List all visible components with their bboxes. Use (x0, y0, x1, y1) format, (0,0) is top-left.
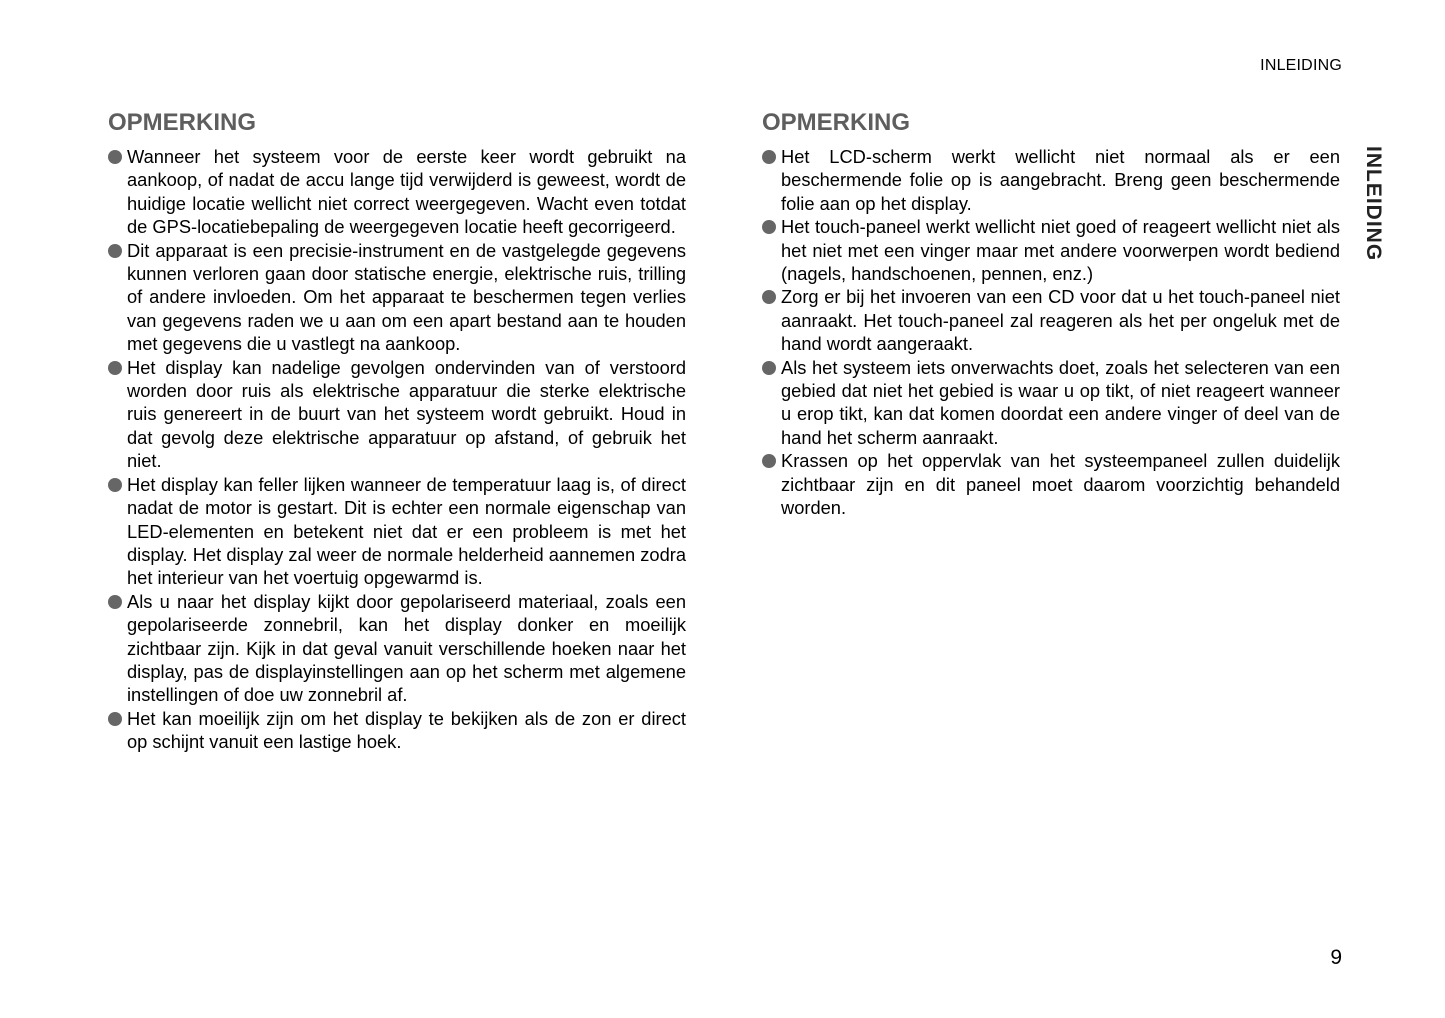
bullet-icon (108, 361, 122, 375)
page-number: 9 (1330, 946, 1342, 969)
bullet-icon (108, 712, 122, 726)
note-item (108, 707, 686, 754)
note-text: Wanneer het systeem voor de eerste keer wordt gebruikt na aankoop, of nadat de accu lange tijd verwijderd is geweest, wordt de huidige locatie wellicht niet correct weergegeven. Wacht even totdat de GPS-locatiebepaling de weergegeven locatie heeft gecorrigeerd. (127, 146, 686, 238)
note-item (762, 215, 1340, 285)
note-text: Krassen op het oppervlak van het systeempaneel zullen duidelijk zichtbaar zijn en dit paneel moet daarom voorzichtig behandeld worden. (781, 450, 1340, 519)
note-text: Dit apparaat is een precisie-instrument en de vastgelegde gegevens kunnen verloren gaan door statische energie, elektrische ruis, trilling of andere invloeden. Om het apparaat te beschermen tegen verlies van gegevens raden we u aan om een apart bestand aan te houden met gegevens die u vastlegt na aankoop. (127, 239, 686, 355)
right-column (762, 108, 1340, 520)
section-header-label: INLEIDING (1260, 57, 1342, 74)
bullet-icon (762, 220, 776, 234)
note-item (108, 473, 686, 590)
note-text: Het kan moeilijk zijn om het display te bekijken als de zon er direct op schijnt vanuit een lastige hoek. (127, 707, 686, 753)
bullet-icon (108, 595, 122, 609)
note-item (762, 449, 1340, 519)
bullet-icon (108, 244, 122, 258)
bullet-icon (762, 290, 776, 304)
bullet-icon (762, 361, 776, 375)
note-item (108, 590, 686, 707)
bullet-icon (762, 454, 776, 468)
note-item (762, 356, 1340, 450)
note-heading-left: OPMERKING (108, 109, 257, 136)
note-list-right (762, 145, 1340, 520)
note-item (762, 285, 1340, 355)
note-text: Het display kan nadelige gevolgen ondervinden van of verstoord worden door ruis als elektrische apparatuur die sterke elektrische ruis genereert in de buurt van het systeem wordt gebruikt. Houd in dat gevolg deze elektrische apparatuur op afstand, of gebruik het niet. (127, 356, 686, 472)
note-item (108, 239, 686, 356)
bullet-icon (762, 150, 776, 164)
note-list-left (108, 145, 686, 754)
note-item (108, 145, 686, 239)
note-text: Het display kan feller lijken wanneer de temperatuur laag is, of direct nadat de motor is gestart. Dit is echter een normale eigenschap van LED-elementen en betekent niet dat er een probleem is met het display. Het display zal weer de normale helderheid aannemen zodra het interieur van het voertuig opgewarmd is. (127, 473, 686, 589)
note-item (762, 145, 1340, 215)
left-column (108, 108, 686, 754)
note-text: Het LCD-scherm werkt wellicht niet normaal als er een beschermende folie op is aangebracht. Breng geen beschermende folie aan op het display. (781, 146, 1340, 214)
note-heading-right: OPMERKING (762, 109, 911, 136)
bullet-icon (108, 150, 122, 164)
section-side-tab: INLEIDING (1362, 146, 1385, 262)
note-text: Als het systeem iets onverwachts doet, zoals het selecteren van een gebied dat niet het gebied is waar u op tikt, of niet reageert wanneer u erop tikt, kan dat komen doordat een andere vinger of deel van de hand het scherm aanraakt. (781, 356, 1340, 448)
note-text: Het touch-paneel werkt wellicht niet goed of reageert wellicht niet als het niet met een vinger maar met andere voorwerpen wordt bediend (nagels, handschoenen, pennen, enz.) (781, 216, 1340, 285)
note-item (108, 356, 686, 473)
note-text: Zorg er bij het invoeren van een CD voor dat u het touch-paneel niet aanraakt. Het touch-paneel zal reageren als het per ongeluk met de hand wordt aangeraakt. (781, 286, 1340, 355)
bullet-icon (108, 478, 122, 492)
note-text: Als u naar het display kijkt door gepolariseerd materiaal, zoals een gepolariseerde zonnebril, kan het display donker en moeilijk zichtbaar zijn. Kijk in dat geval vanuit verschillende hoeken naar het display, pas de displayinstellingen aan op het scherm met algemene instellingen of doe uw zonnebril af. (127, 590, 686, 706)
